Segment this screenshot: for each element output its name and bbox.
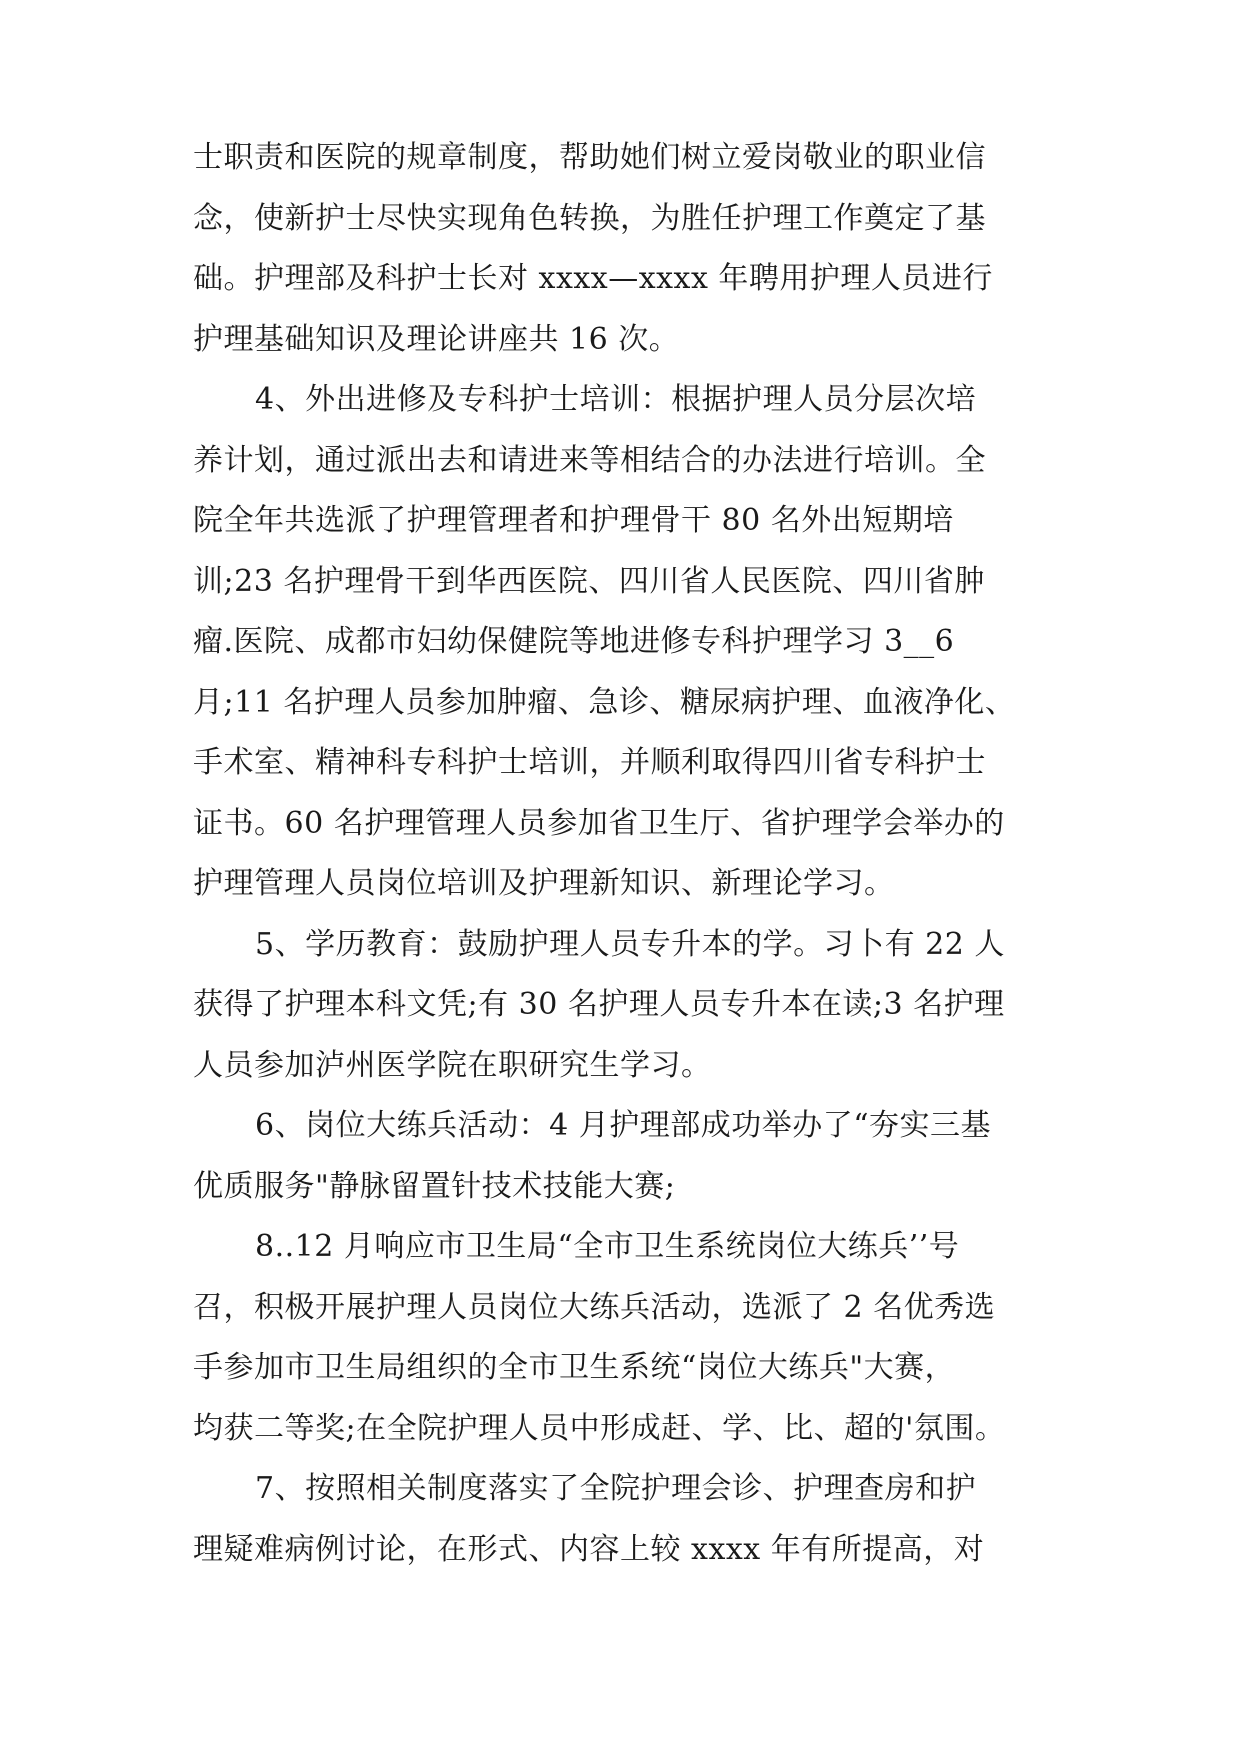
paragraph-start-line: 7、按照相关制度落实了全院护理会诊、护理查房和护 [255, 1471, 977, 1506]
text-line: 理疑难病例讨论，在形式、内容上较 xxxx 年有所提高，对 [193, 1531, 985, 1567]
paragraph-start-line: 8..12 月响应市卫生局“全市卫生系统岗位大练兵’’号 [255, 1229, 960, 1264]
text-line: 瘤.医院、成都市妇幼保健院等地进修专科护理学习 3__6 [193, 624, 955, 659]
text-line: 月;11 名护理人员参加肿瘤、急诊、糖尿病护理、血液净化、 [193, 684, 1016, 720]
text-line: 念，使新护士尽快实现角色转换，为胜任护理工作奠定了基 [193, 200, 986, 236]
document-page [193, 128, 1055, 1688]
text-line: 均获二等奖;在全院护理人员中形成赶、学、比、超的'氛围。 [193, 1410, 1006, 1446]
text-line: 训;23 名护理骨干到华西医院、四川省人民医院、四川省肿 [193, 563, 985, 599]
paragraph-start-line: 6、岗位大练兵活动：4 月护理部成功举办了“夯实三基 [255, 1108, 992, 1143]
text-line: 护理基础知识及理论讲座共 16 次。 [193, 321, 680, 357]
text-line: 士职责和医院的规章制度，帮助她们树立爱岗敬业的职业信 [193, 140, 986, 175]
paragraph-start-line: 5、学历教育：鼓励护理人员专升本的学。习卜有 22 人 [255, 926, 1005, 962]
text-line: 优质服务"静脉留置针技术技能大赛; [193, 1168, 676, 1204]
text-line: 手术室、精神科专科护士培训，并顺利取得四川省专科护士 [193, 745, 986, 780]
text-line: 护理管理人员岗位培训及护理新知识、新理论学习。 [193, 866, 895, 901]
text-line: 础。护理部及科护士长对 xxxx—xxxx 年聘用护理人员进行 [193, 261, 993, 296]
text-line: 证书。60 名护理管理人员参加省卫生厅、省护理学会举办的 [193, 805, 1005, 841]
text-line: 获得了护理本科文凭;有 30 名护理人员专升本在读;3 名护理 [193, 987, 1005, 1022]
text-line: 人员参加泸州医学院在职研究生学习。 [193, 1047, 712, 1083]
text-line: 养计划，通过派出去和请进来等相结合的办法进行培训。全 [193, 442, 986, 478]
text-line: 召，积极开展护理人员岗位大练兵活动，选派了 2 名优秀选 [193, 1289, 996, 1325]
text-line: 手参加市卫生局组织的全市卫生系统“岗位大练兵"大赛， [193, 1350, 956, 1385]
paragraph-start-line: 4、外出进修及专科护士培训：根据护理人员分层次培 [255, 382, 977, 417]
text-line: 院全年共选派了护理管理者和护理骨干 80 名外出短期培 [193, 503, 954, 538]
